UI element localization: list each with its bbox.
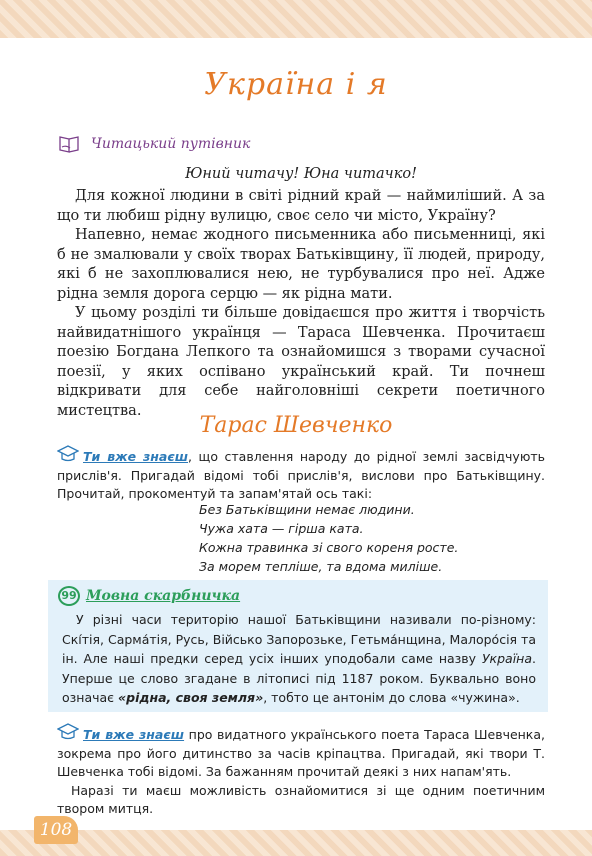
know-block-text: про видатного українського поета Тараса Шевченка, зокрема про його дитинство за часів кріпацтва. Пригадай, які твори Т. Шевченка тобі відомі. За бажанням прочитай деякі з них напам'ять. bbox=[57, 727, 545, 779]
know-label: Ти вже знаєш bbox=[83, 727, 185, 742]
proverbs-list bbox=[199, 500, 458, 576]
decorative-bottom-band bbox=[0, 830, 592, 856]
intro-paragraph: Для кожної людини в світі рідний край — наймиліший. А за що ти любиш рідну вулицю, своє село чи місто, Україну? bbox=[57, 188, 545, 224]
graduation-cap-icon bbox=[57, 444, 79, 464]
page-title: Україна і я bbox=[204, 67, 388, 102]
page-number: 108 bbox=[34, 816, 78, 844]
know-label: Ти вже знаєш bbox=[83, 449, 189, 464]
proverb: Без Батьківщини немає людини. bbox=[199, 502, 415, 517]
treasury-heading bbox=[58, 586, 240, 606]
graduation-cap-icon bbox=[57, 722, 79, 742]
intro-text bbox=[57, 187, 545, 421]
language-treasury-box bbox=[48, 580, 548, 712]
treasury-text-part: У різні часи територію нашої Батьківщини називали по-різному: Скі́тія, Сарма́тія, Русь, Військо Запорозьке, Гетьма́нщина, Малоро́сія та ін. Але наші предки серед усіх інших уподобали саме назву bbox=[62, 612, 536, 666]
treasury-text bbox=[62, 610, 536, 708]
treasury-emphasis: Україна bbox=[481, 651, 533, 666]
closing-paragraph: Наразі ти маєш можливість ознайомитися зі ще одним поетичним твором митця. bbox=[57, 782, 545, 816]
treasury-emphasis: «рідна, своя земля» bbox=[118, 690, 264, 705]
intro-paragraph: Напевно, немає жодного письменника або письменниці, які б не змалювали у своїх творах Батьківщину, її людей, природу, які б не захоплювалися нею, не турбувалися про неї. Адже рідна земля дорога серцю — як рідна мати. bbox=[57, 227, 545, 302]
reader-guide-heading bbox=[57, 133, 250, 155]
know-block-text: , що ставлення народу до рідної землі засвідчують прислів'я. Пригадай відомі тобі прислів'я, вислови про Батьківщину. Прочитай, прокоментуй та запам'ятай ось такі: bbox=[57, 449, 545, 501]
greeting: Юний читачу! Юна читачко! bbox=[185, 166, 417, 182]
quote-bubble-icon: 99 bbox=[58, 586, 80, 606]
treasury-text-part: . Уперше це слово згадане в літописі під 1187 роком. Буквально воно означає bbox=[62, 651, 536, 705]
proverb: Кожна травинка зі свого кореня росте. bbox=[199, 540, 459, 555]
proverb: За морем тепліше, та вдома миліше. bbox=[199, 559, 443, 574]
treasury-label: Мовна скарбничка bbox=[86, 588, 241, 604]
intro-paragraph: У цьому розділі ти більше довідаєшся про життя і творчість найвидатнішого українця — Тараса Шевченка. Прочитаєш поезію Богдана Лепкого та ознайомишся з творами сучасної поезії, у яких оспівано український край. Ти почнеш відкривати для себе найголовніші секрети поетичного мистецтва. bbox=[57, 305, 545, 419]
know-block-shevchenko bbox=[57, 722, 545, 819]
reader-guide-label: Читацький путівник bbox=[91, 136, 251, 152]
section-title: Тарас Шевченко bbox=[199, 413, 393, 438]
decorative-top-band bbox=[0, 0, 592, 38]
book-hand-icon bbox=[57, 133, 83, 155]
know-block-proverbs bbox=[57, 444, 545, 504]
treasury-text-part: , тобто це антонім до слова «чужина». bbox=[263, 690, 520, 705]
proverb: Чужа хата — гірша ката. bbox=[199, 521, 364, 536]
